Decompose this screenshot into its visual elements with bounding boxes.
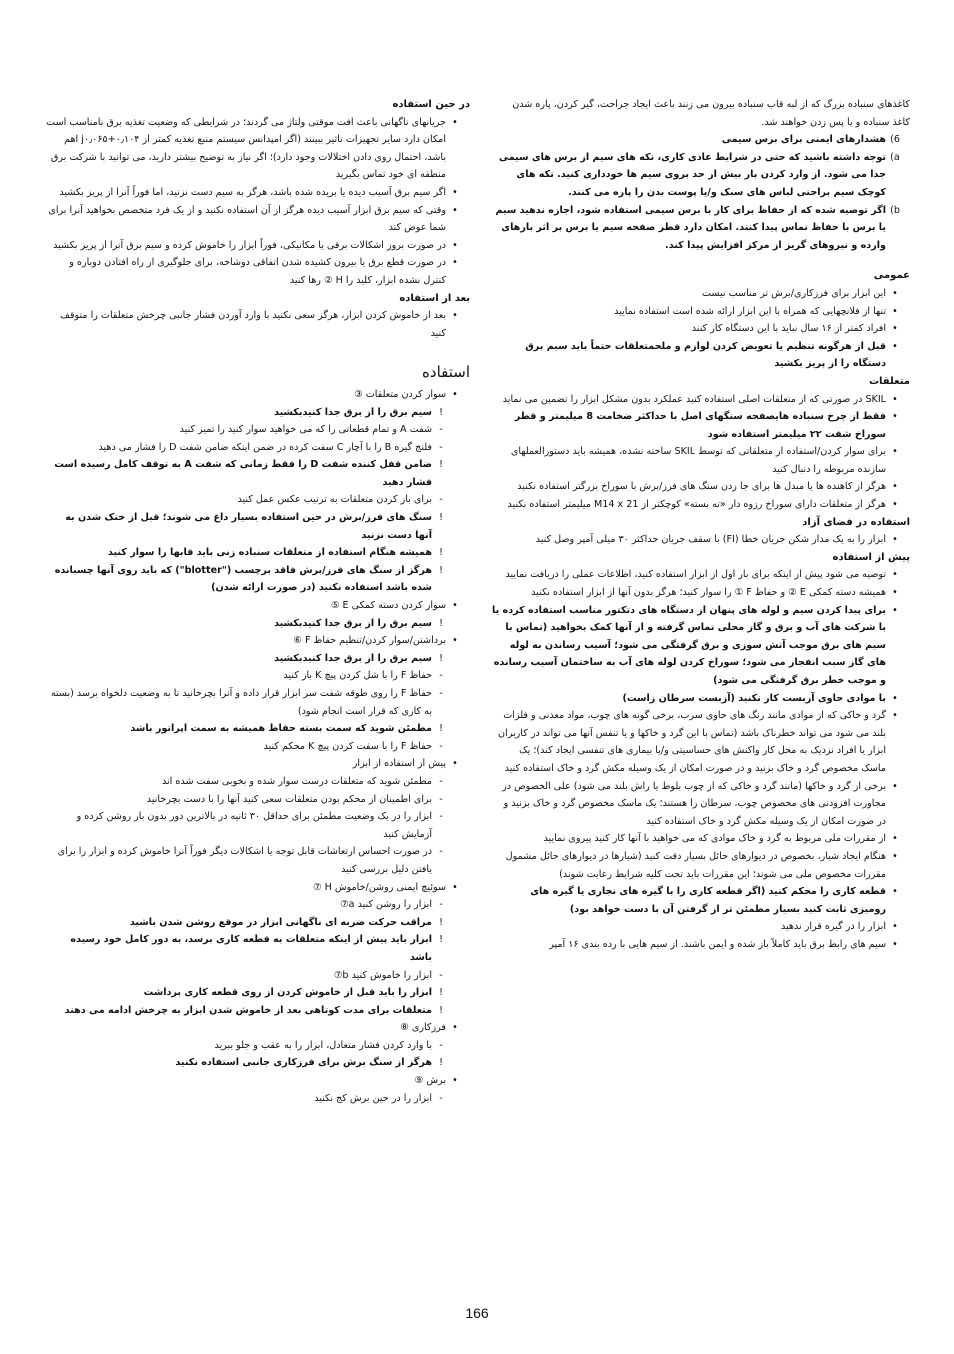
list-item [492,285,910,303]
list-item [46,632,470,650]
list-item-text: اگر توصیه شده که از حفاظ برای کار با برس سیمی استفاده شود، اجازه ندهید سیم یا برس با حفاظ تماس پیدا کنند. امکان دارد قطر صفحه سیم یا برس بر اثر بارهای وارده و نیروهای گریز از مرکز افزایش پیدا کند. [495,204,886,251]
list-item [46,386,470,404]
list-item-text: سیم برق را از برق جدا کنیدبکشید [274,617,432,629]
list-item-text: فرزکاری ⑧ [400,1022,446,1034]
sub-list-item [46,1054,470,1072]
list-item [46,254,470,289]
list-item-text: ابزار را در یک وضعیت مطمئن برای حداقل ۳۰ ثانیه در بالاترین دور بدون بار روشن کرده و آزمایش کنید [76,811,432,840]
list-marker: • [892,780,898,792]
list-item [46,202,470,237]
list-item-text: هرگز از سنگ های فرز/برش فاقد برچسب ("blotter") که باید روی آنها چسبانده شده باشد استفاده نکنید (در صورت ارائه شدن) [54,564,432,594]
list-item-text: بعد از خاموش کردن ابزار، هرگز سعی نکنید با وارد آوردن فشار جانبی چرخش متعلقات را متوقف کنید [60,310,446,339]
list-marker: - [439,441,443,453]
list-marker: • [892,921,898,933]
list-marker: • [892,692,898,704]
list-item-text: برای اطمینان از محکم بودن متعلقات سعی کنید آنها را با دست بچرخانید [146,793,432,805]
list-item [492,848,910,883]
sub-list-item [46,1002,470,1020]
list-item-text: SKIL در صورتی که از متعلقات اصلی استفاده کنید عملکرد بدون مشکل ابزار را تضمین می نماید [502,393,886,405]
right-text-column [492,96,910,954]
left-text-column [46,96,470,1107]
list-item-text: افراد کمتر از ۱۶ سال نباید با این دستگاه کار کنند [691,323,886,335]
sub-list-item [46,896,470,914]
section-heading: در حین استفاده [392,99,470,110]
sub-list-item [46,931,470,966]
list-item-text: پیش از استفاده از ابزار [352,758,446,770]
sub-list-item [46,791,470,809]
sub-list-item [46,914,470,932]
list-marker: - [439,494,443,506]
list-item-text: برای سوار کردن/استفاده از متعلقاتی که توسط SKIL ساخته نشده، همیشه باید دستورالعملهای سازنده مربوطه را دنبال کنید [510,446,886,475]
list-item-text: توجه داشته باشید که حتی در شرایط عادی کاری، تکه های سیم از برس های سیمی جدا می شود. از وارد کردن بار بیش از حد بروی سیم ها خودداری کنید. تکه های کوچک سیم براحتی لباس های سبک و/یا پوست بدن را پاره می کنند. [499,151,886,198]
list-marker: • [892,938,898,950]
sub-list-item [46,491,470,509]
list-marker: 6) [890,134,900,146]
list-item [46,1072,470,1090]
sub-list-item [46,808,470,843]
list-item-text: شفت A و تمام قطعاتی را که می خواهید سوار کنید را تمیز کنید [179,424,432,436]
list-item [492,478,910,496]
sub-list-item [46,843,470,878]
list-marker: • [892,710,898,722]
list-item [492,918,910,936]
list-item-text: گرد و خاکی که از موادی مانند رنگ های حاوی سرب، برخی گونه های چوب، مواد معدنی و فلزات بلند می شود می تواند خطرناک باشد (تماس با این گرد و خاکها و یا تنفس آنها می تواند در کاربران ابزار یا افراد نزدیک به محل کار واکنش های حساسیتی و/یا بیماری های تنفسی ایجاد کند)؛ یک ماسک مخصوص گرد و خاک بزنید و در صورت امکان از یک وسیله مکش گرد و خاک استفاده کنید [498,710,886,774]
list-item [492,391,910,409]
list-marker: • [892,340,898,352]
list-item-text: در صورت احساس ارتعاشات قابل توجه یا اشکالات دیگر فوراً آنرا خاموش کرده و ابزار را برای یافتن دلیل بررسی کنید [57,846,432,875]
list-item-text: مراقب حرکت ضربه ای ناگهانی ابزار در موقع روشن شدن باشید [129,916,432,928]
list-item [492,830,910,848]
list-marker: ! [439,1004,443,1016]
list-marker: - [439,969,443,981]
list-item-text: مطمئن شوید که متعلقات درست سوار شده و بخوبی سفت شده اند [161,775,432,787]
list-item [46,597,470,615]
list-marker: ! [439,987,443,999]
section-heading: متعلقات [868,375,910,387]
list-item-text: ابزار باید پیش از اینکه متعلقات به قطعه کاری برسد، به دور کامل خود رسیده باشد [70,934,432,963]
list-marker: • [892,499,898,511]
sub-list-item [46,544,470,562]
list-item-text: برخی از گرد و خاکها (مانند گرد و خاکی که از چوب بلوط یا راش بلند می شود) علی الخصوص در مجاورت افزودنی های مخصوص چوب، سرطان زا هستند؛ یک ماسک مخصوص گرد و خاک بزنید و در صورت امکان از یک وسیله مکش گرد و خاک استفاده کنید [502,780,886,827]
list-item-text: توصیه می شود پیش از اینکه برای بار اول از ابزار استفاده کنید، اطلاعات عملی را دریافت نمایید [505,569,886,581]
sub-list-item [46,509,470,544]
list-marker: ! [439,564,443,576]
list-item-text: همیشه دسته کمکی E ② و حفاظ F ① را سوار کنید؛ هرگز بدون آنها از ابزار استفاده نکنید [531,587,886,599]
list-item-text: قطعه کاری را محکم کنید (اگر قطعه کاری را با گیره های نجاری یا گیره های رومیزی ثابت کنید بسیار مطمئن تر از گرفتن آن با دست خواهد بود) [530,886,886,915]
list-item [492,936,910,954]
list-item-text: با موادی حاوی آزبست کار نکنید (آزبست سرطان زاست) [622,692,886,704]
list-item-text: ابزار را خاموش کنید b⑦ [333,969,432,981]
list-marker: ! [439,916,443,928]
list-item [492,149,910,202]
sub-list-item [46,984,470,1002]
list-item-text: سیم برق را از برق جدا کنیدبکشید [274,652,432,664]
section-heading: پیش از استفاده [832,551,910,563]
list-marker: • [452,758,458,770]
list-marker: - [439,688,443,699]
list-item [46,237,470,255]
list-item-text: سوار کردن متعلقات ③ [354,388,446,400]
list-item-text: حفاظ F را با سفت کردن پیچ K محکم کنید [263,740,432,752]
sub-list-item [46,967,470,985]
list-marker: • [452,1075,458,1087]
list-item [492,408,910,443]
list-item [492,496,910,514]
list-marker: • [452,204,458,216]
list-item [492,320,910,338]
list-item-text: ابزار را در حین برش کج نکنید [314,1092,432,1104]
list-item [492,690,910,708]
list-item-text: هرگز از متعلقات دارای سوراخ رزوه دار «ته بسته» کوچکتر از M14 x 21 میلیمتر استفاده نکنید [507,499,886,511]
list-item-text: هرگز از سنگ برش برای فرزکاری جانبی استفاده نکنید [175,1057,432,1069]
list-item-text: حفاظ F را روی طوقه شفت سر ابزار قرار داده و آنرا بچرخانید تا به وضعیت دلخواه برسد (بسته به کاری که قرار است انجام شود) [50,688,432,717]
list-marker: - [439,670,443,682]
list-marker: • [892,411,898,423]
list-item [46,307,470,342]
list-item-text: ابزار را باید قبل از خاموش کردن از روی قطعه کاری برداشت [143,987,432,999]
list-item-text: متعلقات برای مدت کوتاهی بعد از خاموش شدن ابزار به چرخش ادامه می دهند [64,1004,432,1016]
list-item-text: فقط از چرخ سنباده هایصفحه سنگهای اصل با حداکثر ضخامت 8 میلیمتر و قطر سوراخ شفت ۲۲ میلیمتر استفاده شود [514,411,886,440]
list-marker: - [439,793,443,805]
section-heading: بعد از استفاده [399,292,470,304]
list-marker: • [452,600,458,612]
list-item-text: همیشه هنگام استفاده از متعلقات سنباده زنی باید قابها را سوار کنید [107,547,432,559]
list-marker: • [452,635,458,647]
list-item-text: تنها از فلانچهایی که همراه با این ابزار ارائه شده است استفاده نمایید [614,305,886,317]
list-item-text: ابزار را روشن کنید a⑦ [340,899,432,911]
sub-list-item [46,685,470,720]
list-item [492,443,910,478]
list-item-text: جریانهای ناگهانی باعث افت موقتی ولتاژ می گردند؛ در شرایطی که وضعیت تغذیه برق نامناسب است امکان دارد سایر تجهیزات تاثیر ببینند (اگر امپدانس سیستم منبع تغذیه کمتر از ۰٫۱۰۴+j۰٫۰۶۵ اهم باشد، احتمال روی دادن اختلالات وجود دارد)؛ اگر نیاز به توضیح بیشتر دارید، می توانید با شرکت برق منطقه ای خود تماس بگیرید [46,116,446,181]
list-marker: - [439,1039,443,1051]
list-item [492,778,910,831]
list-marker: • [892,886,898,898]
list-item-text: در صورت بروز اشکالات برقی یا مکانیکی، فوراً ابزار را خاموش کرده و سیم برق آنرا از پریز بکشید [53,239,446,251]
list-marker: - [439,846,443,858]
sub-list-item [46,421,470,439]
list-item-text: برای پیدا کردن سیم و لوله های پنهان از دستگاه های دتکتور مناسب استفاده کرده یا با شرکت های آب و برق و گاز محلی تماس گرفته و از آنها کمک بخواهید (تماس با سیم های برق موجب آتش سوزی و برق گرفتگی می شود؛ آسیب رساندن به لوله های گاز سبب انفجار می شود؛ سوراخ کردن لوله های آب به ساختمان آسیب رسانده و موجب خطر برق گرفتگی می شود) [492,604,886,686]
sub-list-item [46,738,470,756]
list-item-text: سنگ های فرز/برش در حین استفاده بسیار داغ می شوند؛ قبل از خنک شدن به آنها دست نزنید [65,512,432,541]
list-item [46,755,470,773]
list-marker: ! [439,723,443,735]
list-item [492,303,910,321]
list-item-text: سیم های رابط برق باید کاملاً باز شده و ایمن باشند. از سیم هایی با رده بندی ۱۶ آمپر [549,938,886,950]
list-marker: • [452,116,458,128]
list-item-text: اگر سیم برق آسیب دیده یا بریده شده باشد، هرگز به سیم دست نزنید، اما فوراً آنرا از پریز بکشید [59,186,446,198]
list-marker: - [439,899,443,911]
list-item [492,707,910,777]
list-item [46,114,470,184]
list-item [46,1019,470,1037]
sub-list-item [46,720,470,738]
list-marker: • [892,323,898,335]
list-item-text: سوئیچ ایمنی روشن/خاموش H ⑦ [312,881,446,893]
list-marker: b) [890,204,900,216]
list-item-text: مطمئن شوید که سمت بسته حفاظ همیشه به سمت اپراتور باشد [130,723,432,735]
sub-list-item [46,615,470,633]
list-marker: ! [439,652,443,664]
list-marker: ! [439,1057,443,1069]
list-item-text: هرگز از کاهنده ها یا مبدل ها برای جا زدن سنگ های فرز/برش با سوراخ بزرگتر استفاده نکنید [517,481,886,493]
list-item [492,584,910,602]
sub-list-item [46,1037,470,1055]
list-marker: • [452,257,458,269]
sub-list-item [46,404,470,422]
section-heading: عمومی [873,270,910,282]
list-item-text: حفاظ F را با شل کردن پیچ K باز کنید [283,670,432,682]
list-item [492,883,910,918]
list-marker: • [892,446,898,458]
list-item-text: وقتی که سیم برق ابزار آسیب دیده هرگز از آن استفاده نکنید و از یک فرد متخصص بخواهید آنرا برای شما عوض کند [48,204,446,234]
list-marker: • [892,587,898,599]
list-marker: ! [439,459,443,471]
list-marker: • [892,833,898,845]
sub-list-item [46,650,470,668]
list-item [492,202,910,255]
list-item-text: قبل از هرگونه تنظیم یا تعویض کردن لوازم و ملحمتعلقات حتماً باید سیم برق دستگاه را از پریز بکشید [525,340,886,370]
list-marker: ! [439,406,443,418]
list-marker: • [892,569,898,581]
list-item [492,131,910,149]
list-item-text: از مقررات ملی مربوط به گرد و خاک موادی که می خواهید با آنها کار کنید پیروی نمایید [543,833,886,845]
list-marker: ! [439,512,443,524]
list-item-text: سوار کردن دسته کمکی E ⑤ [330,600,446,612]
list-marker: • [892,850,898,862]
list-marker: • [892,481,898,493]
list-marker: • [452,186,458,198]
list-item-text: این ابزار برای فرزکاری/برش تر مناسب نیست [702,287,886,299]
list-item-text: در صورت قطع برق یا بیرون کشیده شدن اتفاقی دوشاخه، برای جلوگیری از راه افتادن دوباره و کنترل نشده ابزار، کلید را H ② رها کنید [69,257,446,286]
sub-list-item [46,773,470,791]
list-marker: • [892,534,898,546]
list-marker: • [452,881,458,893]
list-item [492,602,910,690]
list-item-text: هنگام ایجاد شیار، بخصوص در دیوارهای حائل بسیار دقت کنید (شیارها در دیوارهای حائل مشمول مقررات مخصوص ملی می شوند؛ این مقررات باید تحت کلیه شرایط رعایت شوند) [505,850,886,880]
list-item-text: فلنج گیره B را با آچار C سفت کرده در ضمن اینکه ضامن شفت D را فشار می دهید [98,441,432,453]
list-item-text: ابزار را به یک مدار شکن جریان خطا (FI) با سقف جریان حداکثر ۳۰ میلی آمپر وصل کنید [535,534,886,546]
sub-list-item [46,456,470,491]
list-marker: • [452,388,458,400]
list-marker: • [892,604,898,616]
list-marker: - [439,740,443,752]
list-item [46,879,470,897]
list-item-text: برای باز کردن متعلقات به ترتیب عکس عمل کنید [237,494,432,506]
section-heading: استفاده [422,363,470,382]
list-item [492,338,910,373]
list-item-text: ابزار را در گیره قرار ندهید [780,921,886,933]
page-number: 166 [465,1305,489,1321]
sub-list-item [46,1090,470,1108]
sub-list-item [46,667,470,685]
list-item [46,184,470,202]
list-marker: • [892,393,898,405]
list-marker: ! [439,934,443,946]
list-marker: • [892,287,898,299]
list-marker: a) [890,151,900,163]
sub-list-item [46,439,470,457]
list-item-text: سیم برق را از برق جدا کنیدبکشید [274,406,432,418]
list-item-text: با وارد کردن فشار متعادل، ابزار را به عقب و جلو ببرید [214,1039,432,1051]
list-marker: • [452,1022,458,1034]
section-heading: استفاده در فضای آزاد [802,516,910,528]
list-marker: • [452,239,458,251]
list-item-text: برداشتن/سوار کردن/تنظیم حفاظ F ⑥ [293,635,446,647]
list-marker: ! [439,547,443,559]
sub-list-item [46,562,470,597]
list-marker: • [892,305,898,317]
paragraph: کاغذهای سنباده بزرگ که از لبه قاب سنباده بیرون می زنند باعث ایجاد جراحت، گیر کردن، پاره شدن کاغذ سنباده و یا پس زدن خواهند شد. [512,99,910,128]
list-marker: - [439,1092,443,1104]
list-marker: - [439,775,443,787]
list-marker: • [452,310,458,322]
list-item-text: هشدارهای ایمنی برای برس سیمی [721,134,886,146]
list-item-text: ضامن قفل کننده شفت D را فقط زمانی که شفت A به توقف کامل رسیده است فشار دهید [54,459,432,488]
list-marker: ! [439,617,443,629]
list-item [492,566,910,584]
list-marker: - [439,424,443,436]
list-item [492,531,910,549]
list-marker: - [439,811,443,823]
list-item-text: برش ⑨ [414,1075,446,1087]
